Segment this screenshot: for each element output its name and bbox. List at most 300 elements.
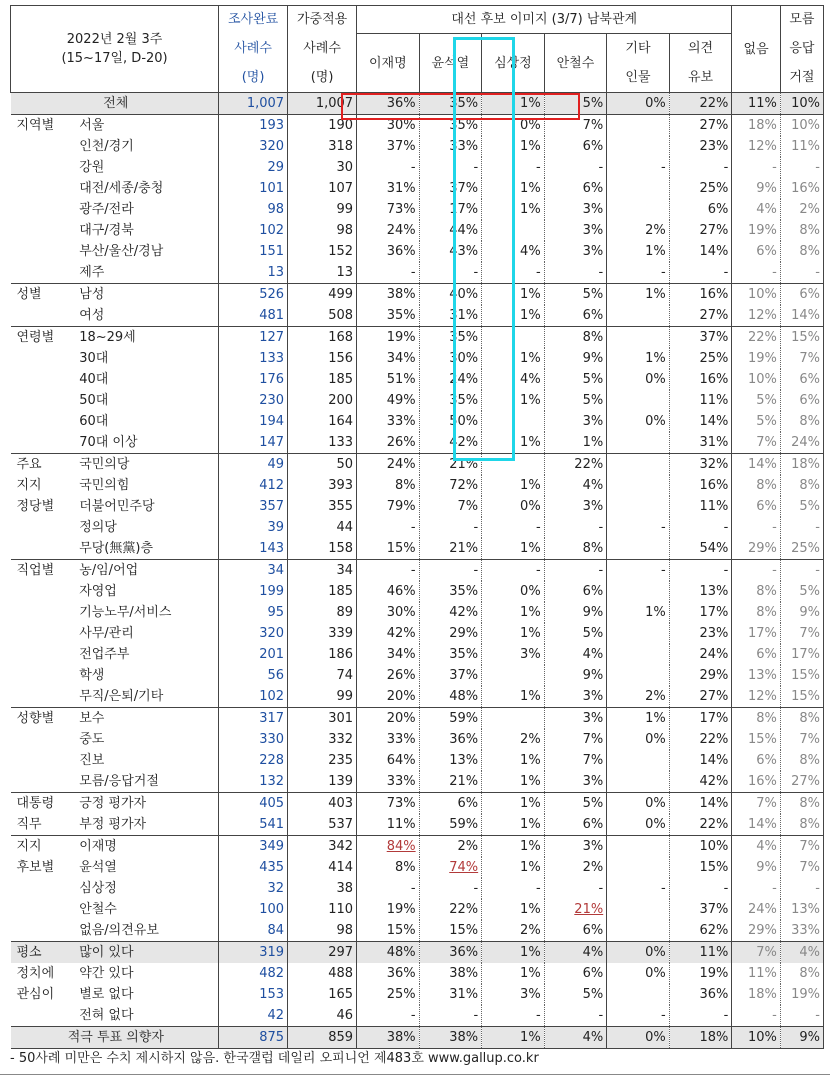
value-cell-dk: 6% — [780, 390, 823, 411]
value-cell-yoon: 59% — [419, 814, 482, 836]
value-cell-sim: 1% — [482, 899, 545, 920]
value-cell-dk: - — [780, 1005, 823, 1027]
value-cell-other: 0% — [607, 369, 670, 390]
weighted-count-cell: 186 — [288, 644, 357, 665]
value-cell-sim: 4% — [482, 369, 545, 390]
value-cell-ahn: - — [544, 560, 607, 582]
category-label — [11, 920, 76, 942]
value-cell-opinion: 11% — [669, 390, 732, 411]
value-cell-opinion: 16% — [669, 284, 732, 306]
value-cell-yoon: 42% — [419, 432, 482, 454]
weighted-count-cell: 34 — [288, 560, 357, 582]
sample-count-cell: 412 — [219, 475, 288, 496]
value-cell-yoon: 35% — [419, 390, 482, 411]
value-cell-yoon: 42% — [419, 602, 482, 623]
value-cell-lee: 15% — [357, 920, 420, 942]
value-cell-opinion: 24% — [669, 644, 732, 665]
value-cell-dk: 8% — [780, 814, 823, 836]
sample-count-header-l3: (명) — [219, 63, 288, 93]
sample-count-cell: 349 — [219, 836, 288, 858]
value-cell-lee: - — [357, 157, 420, 178]
value-cell-yoon: 35% — [419, 581, 482, 602]
value-cell-dk: 8% — [780, 220, 823, 241]
value-cell-yoon: 59% — [419, 708, 482, 730]
opinion-header-l2: 유보 — [669, 63, 732, 93]
category-label — [11, 390, 76, 411]
category-label: 대통령 — [11, 793, 76, 815]
sample-count-cell: 42 — [219, 1005, 288, 1027]
value-cell-none: 16% — [732, 771, 781, 793]
row-label: 전체 — [11, 93, 219, 115]
value-cell-sim — [482, 708, 545, 730]
value-cell-opinion: 23% — [669, 136, 732, 157]
category-label — [11, 686, 76, 708]
value-cell-sim: 1% — [482, 793, 545, 815]
value-cell-sim: 1% — [482, 538, 545, 560]
value-cell-sim: 0% — [482, 496, 545, 517]
category-label — [11, 157, 76, 178]
sample-count-cell: 29 — [219, 157, 288, 178]
value-cell-opinion: 10% — [669, 836, 732, 858]
value-cell-sim: 0% — [482, 581, 545, 602]
category-label: 성별 — [11, 284, 76, 306]
value-cell-sim — [482, 665, 545, 686]
sample-count-cell: 481 — [219, 305, 288, 327]
value-cell-yoon: 7% — [419, 496, 482, 517]
value-cell-lee: 73% — [357, 199, 420, 220]
category-label — [11, 750, 76, 771]
value-cell-lee: 24% — [357, 220, 420, 241]
value-cell-none: 11% — [732, 963, 781, 984]
subgroup-label: 보수 — [75, 708, 218, 730]
value-cell-none: 17% — [732, 623, 781, 644]
sample-count-cell: 132 — [219, 771, 288, 793]
table-row — [11, 475, 824, 496]
value-cell-lee: 11% — [357, 814, 420, 836]
value-cell-sim: 3% — [482, 644, 545, 665]
table-row — [11, 920, 824, 942]
value-cell-lee: 42% — [357, 623, 420, 644]
value-cell-dk: 4% — [780, 942, 823, 964]
sample-count-cell: 320 — [219, 136, 288, 157]
category-label — [11, 241, 76, 262]
weighted-count-cell: 488 — [288, 963, 357, 984]
weighted-count-cell: 98 — [288, 920, 357, 942]
weighted-count-cell: 393 — [288, 475, 357, 496]
weighted-count-cell: 99 — [288, 199, 357, 220]
weighted-count-cell: 139 — [288, 771, 357, 793]
category-label — [11, 899, 76, 920]
value-cell-ahn: 5% — [544, 623, 607, 644]
value-cell-other — [607, 771, 670, 793]
value-cell-ahn: 6% — [544, 963, 607, 984]
value-cell-other: - — [607, 517, 670, 538]
weighted-count-cell: 235 — [288, 750, 357, 771]
table-row — [11, 327, 824, 349]
weighted-count-cell: 74 — [288, 665, 357, 686]
value-cell-other — [607, 665, 670, 686]
value-cell-opinion: 42% — [669, 771, 732, 793]
value-cell-opinion: 27% — [669, 686, 732, 708]
table-row — [11, 793, 824, 815]
value-cell-other — [607, 581, 670, 602]
table-title-cell — [11, 6, 219, 93]
value-cell-lee: 30% — [357, 602, 420, 623]
value-cell-opinion: 23% — [669, 623, 732, 644]
value-cell-lee: 20% — [357, 686, 420, 708]
subgroup-label: 중도 — [75, 729, 218, 750]
category-label — [11, 665, 76, 686]
subgroup-label: 70대 이상 — [75, 432, 218, 454]
value-cell-opinion: 37% — [669, 899, 732, 920]
sample-count-cell: 147 — [219, 432, 288, 454]
table-row — [11, 199, 824, 220]
value-cell-none: 5% — [732, 390, 781, 411]
value-cell-yoon: 15% — [419, 920, 482, 942]
subgroup-label: 국민의힘 — [75, 475, 218, 496]
table-row — [11, 857, 824, 878]
value-cell-ahn: 1% — [544, 432, 607, 454]
value-cell-none: 4% — [732, 836, 781, 858]
value-cell-none: 22% — [732, 327, 781, 349]
value-cell-sim: 1% — [482, 390, 545, 411]
subgroup-label: 30대 — [75, 348, 218, 369]
value-cell-ahn: 8% — [544, 327, 607, 349]
value-cell-dk: - — [780, 262, 823, 284]
value-cell-ahn: 7% — [544, 729, 607, 750]
subgroup-label: 전업주부 — [75, 644, 218, 665]
value-cell-opinion: 14% — [669, 241, 732, 262]
value-cell-sim: 1% — [482, 771, 545, 793]
value-cell-lee: 49% — [357, 390, 420, 411]
none-header: 없음 — [732, 6, 781, 93]
weighted-count-cell: 355 — [288, 496, 357, 517]
survey-date: 2022년 2월 3주 — [66, 32, 163, 47]
value-cell-other: 0% — [607, 963, 670, 984]
value-cell-opinion: 37% — [669, 327, 732, 349]
table-body — [11, 93, 824, 1049]
weighted-count-cell: 89 — [288, 602, 357, 623]
category-label: 주요 — [11, 454, 76, 476]
sample-count-cell: 84 — [219, 920, 288, 942]
value-cell-ahn: 6% — [544, 178, 607, 199]
footnote: - 50사례 미만은 수치 제시하지 않음. 한국갤럽 데일리 오피니언 제483호 www.gallup.co.kr — [10, 1051, 539, 1066]
value-cell-yoon: 21% — [419, 454, 482, 476]
value-cell-sim: 1% — [482, 178, 545, 199]
value-cell-ahn: 5% — [544, 390, 607, 411]
value-cell-none: 19% — [732, 220, 781, 241]
table-row — [11, 136, 824, 157]
value-cell-none: 4% — [732, 199, 781, 220]
weighted-count-cell: 98 — [288, 220, 357, 241]
subgroup-label: 정의당 — [75, 517, 218, 538]
value-cell-opinion: 13% — [669, 581, 732, 602]
value-cell-lee: 79% — [357, 496, 420, 517]
value-cell-none: 29% — [732, 920, 781, 942]
subgroup-label: 별로 없다 — [75, 984, 218, 1005]
sample-count-cell: 34 — [219, 560, 288, 582]
value-cell-lee: 34% — [357, 348, 420, 369]
value-cell-other: - — [607, 560, 670, 582]
value-cell-other: 0% — [607, 729, 670, 750]
value-cell-ahn: 22% — [544, 454, 607, 476]
value-cell-yoon: 6% — [419, 793, 482, 815]
sample-count-cell: 127 — [219, 327, 288, 349]
value-cell-dk: 16% — [780, 178, 823, 199]
value-cell-other: - — [607, 262, 670, 284]
value-cell-ahn: - — [544, 1005, 607, 1027]
value-cell-sim: 1% — [482, 475, 545, 496]
weighted-count-cell: 133 — [288, 432, 357, 454]
value-cell-opinion: 16% — [669, 369, 732, 390]
value-cell-none: 7% — [732, 942, 781, 964]
category-label — [11, 262, 76, 284]
value-cell-ahn: 7% — [544, 750, 607, 771]
value-cell-lee: 24% — [357, 454, 420, 476]
subgroup-label: 사무/관리 — [75, 623, 218, 644]
value-cell-sim: 1% — [482, 963, 545, 984]
value-cell-lee: 26% — [357, 665, 420, 686]
weighted-count-cell: 859 — [288, 1027, 357, 1049]
value-cell-ahn: 2% — [544, 857, 607, 878]
sample-count-cell: 101 — [219, 178, 288, 199]
opinion-header-l1: 의견 — [669, 34, 732, 64]
value-cell-yoon: 38% — [419, 963, 482, 984]
table-row — [11, 157, 824, 178]
weighted-count-cell: 46 — [288, 1005, 357, 1027]
value-cell-dk: 15% — [780, 665, 823, 686]
table-row — [11, 623, 824, 644]
value-cell-yoon: 22% — [419, 899, 482, 920]
weighted-count-cell: 200 — [288, 390, 357, 411]
value-cell-yoon: - — [419, 517, 482, 538]
weighted-count-cell: 50 — [288, 454, 357, 476]
group-title: 대선 후보 이미지 (3/7) 남북관계 — [357, 6, 732, 34]
weighted-count-cell: 342 — [288, 836, 357, 858]
category-label — [11, 220, 76, 241]
sample-count-cell: 102 — [219, 686, 288, 708]
value-cell-other — [607, 136, 670, 157]
table-row — [11, 771, 824, 793]
weighted-count-cell: 1,007 — [288, 93, 357, 115]
value-cell-none: 29% — [732, 538, 781, 560]
value-cell-ahn: 5% — [544, 793, 607, 815]
subgroup-label: 안철수 — [75, 899, 218, 920]
value-cell-ahn: 5% — [544, 984, 607, 1005]
table-row — [11, 1005, 824, 1027]
sample-count-header-l1: 조사완료 — [219, 6, 288, 34]
survey-table — [10, 5, 824, 1049]
sample-count-cell: 100 — [219, 899, 288, 920]
category-label — [11, 623, 76, 644]
value-cell-lee: 8% — [357, 857, 420, 878]
value-cell-opinion: 19% — [669, 963, 732, 984]
value-cell-other: 1% — [607, 602, 670, 623]
value-cell-sim: 1% — [482, 623, 545, 644]
value-cell-ahn: 5% — [544, 93, 607, 115]
value-cell-none: 12% — [732, 686, 781, 708]
category-label — [11, 771, 76, 793]
value-cell-opinion: 27% — [669, 115, 732, 137]
candidate-header-lee: 이재명 — [357, 34, 420, 93]
value-cell-other — [607, 178, 670, 199]
subgroup-label: 60대 — [75, 411, 218, 432]
value-cell-other — [607, 305, 670, 327]
value-cell-dk: 33% — [780, 920, 823, 942]
value-cell-other: 0% — [607, 814, 670, 836]
value-cell-sim: 1% — [482, 602, 545, 623]
sample-count-header-l2: 사례수 — [219, 34, 288, 64]
subgroup-label: 더불어민주당 — [75, 496, 218, 517]
category-label: 지역별 — [11, 115, 76, 137]
sample-count-cell: 176 — [219, 369, 288, 390]
subgroup-label: 인천/경기 — [75, 136, 218, 157]
value-cell-other: 2% — [607, 220, 670, 241]
table-row — [11, 602, 824, 623]
sample-count-cell: 405 — [219, 793, 288, 815]
value-cell-opinion: 36% — [669, 984, 732, 1005]
subgroup-label: 없음/의견유보 — [75, 920, 218, 942]
value-cell-sim: 4% — [482, 241, 545, 262]
value-cell-lee: 38% — [357, 1027, 420, 1049]
value-cell-none: 7% — [732, 793, 781, 815]
subgroup-label: 약간 있다 — [75, 963, 218, 984]
value-cell-none: 8% — [732, 581, 781, 602]
value-cell-sim: 1% — [482, 348, 545, 369]
table-row — [11, 1027, 824, 1049]
value-cell-yoon: 48% — [419, 686, 482, 708]
value-cell-none: 5% — [732, 411, 781, 432]
value-cell-sim: 1% — [482, 284, 545, 306]
sample-count-cell: 194 — [219, 411, 288, 432]
other-header-l2: 인물 — [607, 63, 670, 93]
value-cell-sim: 1% — [482, 93, 545, 115]
value-cell-ahn: 6% — [544, 920, 607, 942]
candidate-header-sim: 심상정 — [482, 34, 545, 93]
value-cell-yoon: 21% — [419, 771, 482, 793]
value-cell-ahn: 3% — [544, 771, 607, 793]
table-row — [11, 348, 824, 369]
value-cell-dk: 15% — [780, 686, 823, 708]
weighted-count-header-l3: (명) — [288, 63, 357, 93]
value-cell-none: 19% — [732, 348, 781, 369]
value-cell-ahn: 9% — [544, 665, 607, 686]
value-cell-ahn: 5% — [544, 284, 607, 306]
weighted-count-cell: 44 — [288, 517, 357, 538]
table-row — [11, 178, 824, 199]
value-cell-ahn: 3% — [544, 496, 607, 517]
category-label: 정치에 — [16, 966, 55, 981]
value-cell-lee: 51% — [357, 369, 420, 390]
dk-header-l2: 응답 — [780, 34, 823, 64]
value-cell-yoon: 38% — [419, 1027, 482, 1049]
subgroup-label: 윤석열 — [75, 857, 218, 878]
candidate-header-ahn: 안철수 — [544, 34, 607, 93]
value-cell-ahn: - — [544, 517, 607, 538]
row-label: 적극 투표 의향자 — [11, 1027, 219, 1049]
table-row — [11, 454, 824, 476]
sample-count-cell: 435 — [219, 857, 288, 878]
value-cell-ahn: - — [544, 262, 607, 284]
subgroup-label: 40대 — [75, 369, 218, 390]
value-cell-lee: 64% — [357, 750, 420, 771]
value-cell-dk: 8% — [780, 793, 823, 815]
weighted-count-cell: 185 — [288, 369, 357, 390]
value-cell-yoon: 29% — [419, 623, 482, 644]
value-cell-other — [607, 115, 670, 137]
value-cell-lee: - — [357, 517, 420, 538]
subgroup-label: 전혀 없다 — [75, 1005, 218, 1027]
value-cell-sim: - — [482, 517, 545, 538]
value-cell-other — [607, 390, 670, 411]
weighted-count-cell: 99 — [288, 686, 357, 708]
value-cell-other — [607, 644, 670, 665]
value-cell-ahn: 9% — [544, 348, 607, 369]
value-cell-opinion: 27% — [669, 305, 732, 327]
value-cell-ahn: 3% — [544, 241, 607, 262]
category-label — [11, 136, 76, 157]
table-row — [11, 369, 824, 390]
value-cell-opinion: 11% — [669, 496, 732, 517]
value-cell-other: 1% — [607, 241, 670, 262]
value-cell-dk: 8% — [780, 241, 823, 262]
table-row — [11, 984, 824, 1005]
sample-count-cell: 151 — [219, 241, 288, 262]
value-cell-none: 8% — [732, 475, 781, 496]
value-cell-dk: 5% — [780, 581, 823, 602]
value-cell-none: 10% — [732, 1027, 781, 1049]
sample-count-cell: 357 — [219, 496, 288, 517]
weighted-count-cell: 164 — [288, 411, 357, 432]
value-cell-dk: 7% — [780, 836, 823, 858]
value-cell-dk: 8% — [780, 411, 823, 432]
sample-count-cell: 143 — [219, 538, 288, 560]
sample-count-cell: 56 — [219, 665, 288, 686]
other-header-l1: 기타 — [607, 34, 670, 64]
value-cell-opinion: 25% — [669, 348, 732, 369]
value-cell-none: 24% — [732, 899, 781, 920]
value-cell-sim: - — [482, 878, 545, 899]
category-label — [11, 581, 76, 602]
value-cell-yoon: 72% — [419, 475, 482, 496]
value-cell-sim: 3% — [482, 984, 545, 1005]
category-label: 정당별 — [16, 499, 55, 514]
value-cell-opinion: - — [669, 1005, 732, 1027]
dk-header-l1: 모름 — [780, 6, 823, 34]
value-cell-opinion: 27% — [669, 220, 732, 241]
value-cell-dk: - — [780, 157, 823, 178]
value-cell-yoon: 37% — [419, 665, 482, 686]
subgroup-label: 진보 — [75, 750, 218, 771]
value-cell-none: 8% — [732, 602, 781, 623]
subgroup-label: 남성 — [75, 284, 218, 306]
value-cell-lee: 34% — [357, 644, 420, 665]
value-cell-yoon: 21% — [419, 538, 482, 560]
weighted-count-cell: 297 — [288, 942, 357, 964]
category-label — [11, 729, 76, 750]
value-cell-ahn: 4% — [544, 644, 607, 665]
highlight-sim-column — [453, 37, 515, 461]
value-cell-other: 2% — [607, 686, 670, 708]
value-cell-yoon: - — [419, 157, 482, 178]
sample-count-cell: 199 — [219, 581, 288, 602]
value-cell-lee: 19% — [357, 899, 420, 920]
category-label — [11, 878, 76, 899]
value-cell-opinion: 18% — [669, 1027, 732, 1049]
value-cell-other: 0% — [607, 942, 670, 964]
sample-count-cell: 541 — [219, 814, 288, 836]
value-cell-opinion: - — [669, 262, 732, 284]
